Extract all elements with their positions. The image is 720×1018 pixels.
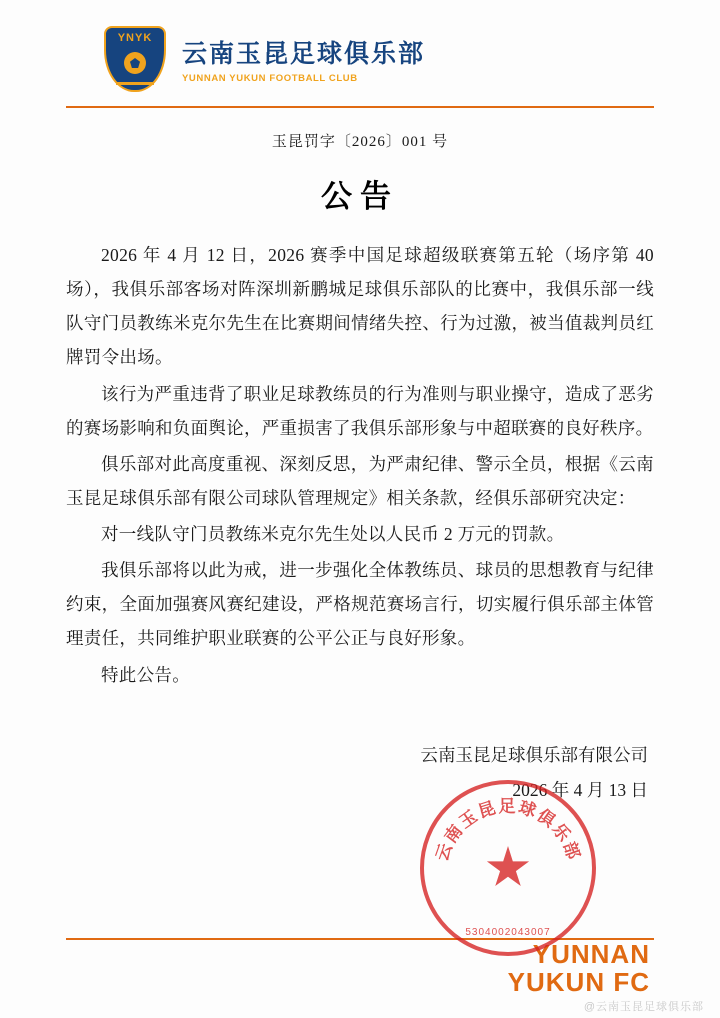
club-name-cn: 云南玉昆足球俱乐部 — [182, 40, 426, 68]
crest-monogram: YNYK — [117, 32, 153, 44]
document-header — [66, 0, 654, 92]
watermark-text: @云南玉昆足球俱乐部 — [583, 1001, 704, 1013]
body-paragraph: 对一线队守门员教练米克尔先生处以人民币 2 万元的罚款。 — [101, 524, 565, 544]
seal-arc-label: 云南玉昆足球俱乐部 — [432, 797, 584, 864]
body-paragraph: 我俱乐部将以此为戒，进一步强化全体教练员、球员的思想教育与纪律约束，全面加强赛风赛纪建设，严格规范赛场言行，切实履行俱乐部主体管理责任，共同维护职业联赛的公平公正与良好形象。 — [66, 560, 654, 649]
seal-arc-text — [424, 784, 592, 952]
footer-brand-line1: YUNNAN — [532, 938, 650, 969]
club-name-block — [182, 34, 425, 84]
body-paragraph: 俱乐部对此高度重视、深刻反思，为严肃纪律、警示全员，根据《云南玉昆足球俱乐部有限公司球队管理规定》相关条款，经俱乐部研究决定： — [66, 453, 654, 508]
signature-date: 2026 年 4 月 13 日 — [512, 779, 648, 800]
signature-organization: 云南玉昆足球俱乐部有限公司 — [420, 744, 648, 765]
club-crest-icon — [104, 26, 166, 92]
footer-brand-line2: YUKUN FC — [507, 966, 650, 997]
seal-star-icon — [486, 846, 530, 890]
club-name-en: YUNNAN YUKUN FOOTBALL CLUB — [182, 73, 358, 84]
seal-code: 5304002043007 — [465, 927, 551, 938]
document-body — [66, 238, 654, 692]
document-number: 玉昆罚字〔2026〕001 号 — [271, 134, 449, 150]
body-paragraph: 特此公告。 — [101, 664, 190, 685]
body-paragraph: 该行为严重违背了职业足球教练员的行为准则与职业操守，造成了恶劣的赛场影响和负面舆论，严重损害了我俱乐部形象与中超联赛的良好秩序。 — [66, 383, 654, 438]
signature-block — [66, 738, 654, 808]
header-divider — [66, 106, 654, 108]
football-icon — [124, 52, 146, 74]
crest-stripe — [116, 82, 154, 85]
page-title: 公告 — [321, 179, 399, 214]
body-paragraph: 2026 年 4 月 12 日，2026 赛季中国足球超级联赛第五轮（场序第 40 场），我俱乐部客场对阵深圳新鹏城足球俱乐部队的比赛中，我俱乐部一线队守门员教练米克尔先生在比赛期间情绪失控、行为过激，被当值裁判员红牌罚令出场。 — [66, 245, 654, 368]
footer-brand — [508, 940, 650, 996]
